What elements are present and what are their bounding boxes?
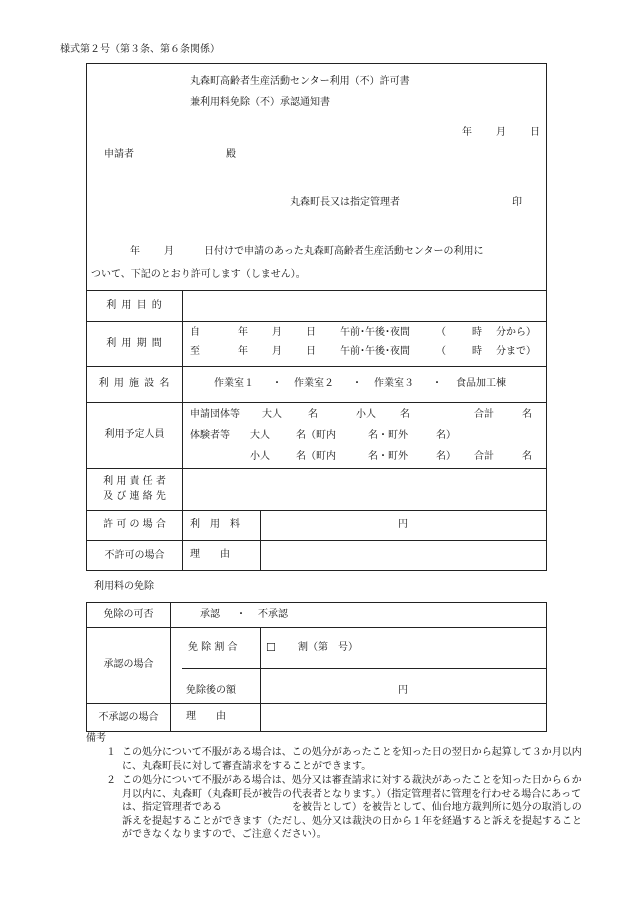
period-to-open: （ [436,346,446,357]
manager-label-line-1: 利 用 責 任 者 [103,476,166,487]
label-column-divider [182,290,183,571]
facility-room-2[interactable]: 作業室２ [294,378,334,389]
body-line-1: 日付けで申請のあった丸森町高齢者生産活動センターの利用に [204,246,484,257]
form-title-2: 兼利用料免除（不）承認通知書 [190,97,330,108]
approval-separator: ・ [236,609,246,620]
period-from-prefix: 自 [190,327,200,338]
deny-reason-label: 理 由 [190,549,230,560]
people-group-child: 小人 [356,409,376,420]
period-to-prefix: 至 [190,346,200,357]
date-year: 年 [462,127,472,138]
people-group-adult-unit: 名 [308,409,318,420]
after-exemption-unit: 円 [398,685,408,696]
permit-fee-unit: 円 [398,519,408,530]
people-exp-child-out: 名・町外 [368,451,408,462]
period-to-time: 午前･午後･夜間 [340,346,410,357]
period-to-min: 分まで） [496,346,536,357]
facility-separator: ・ [352,378,362,389]
period-from-month: 月 [272,327,282,338]
approval-option-approve[interactable]: 承認 [200,609,220,620]
manager-label [87,469,182,510]
rejected-case-label: 不承認の場合 [98,711,159,723]
facility-separator: ・ [272,378,282,389]
applicant-label: 申請者 [104,149,134,160]
fee-exemption-title: 利用料の免除 [94,581,154,592]
people-exp-adult-close: 名） [436,430,456,441]
label-column-divider [170,602,171,732]
period-from-open: （ [436,327,446,338]
remark-text: この処分について不服がある場合は、処分又は審査請求に対する裁決があったことを知った日から６か月以内に、丸森町（丸森町長が被告の代表者となります。）（指定管理者に管理を行わせる場合にあっては、指定管理者である を被告として）を被告として、仙台地方裁判所に処分の取消しの訴えを提起することができます（ただし、処分又は裁決の日から１年を経過すると訴えを提起することができなくなりますので、ご注意ください）。 [122,775,582,840]
date-month: 月 [496,127,506,138]
checkbox-icon[interactable]: ☐ [266,641,276,654]
exemption-rate-label: 免 除 割 合 [188,642,238,653]
body-year: 年 [130,246,140,257]
people-exp-label: 体験者等 [190,430,230,441]
manager-contact-field[interactable] [184,470,544,508]
approval-label: 免除の可否 [103,608,154,620]
remarks-list [94,746,590,843]
people-group-total-unit: 名 [522,409,532,420]
sub-column-divider [260,510,261,571]
purpose-field[interactable] [184,292,544,320]
form-number: 様式第２号（第３条、第６条関係） [60,44,220,55]
remark-item [94,774,590,842]
people-exp-child-close: 名） [436,451,456,462]
period-to-hour: 時 [472,346,482,357]
people-group-adult: 大人 [262,409,282,420]
after-exemption-label: 免除後の額 [186,685,236,696]
remark-number: ２ [106,775,116,786]
period-to-month: 月 [272,346,282,357]
period-to-day: 日 [306,346,316,357]
people-exp-total: 合計 [474,451,494,462]
issuer-label: 丸森町長又は指定管理者 [290,197,400,208]
facility-separator: ・ [432,378,442,389]
people-group-total: 合計 [474,409,494,420]
people-group-child-unit: 名 [400,409,410,420]
exemption-rate-text: 割（第 号） [298,642,358,653]
row-divider [182,668,547,669]
period-to-year: 年 [238,346,248,357]
people-label: 利用予定人員 [104,429,165,441]
people-exp-child-in: 名（町内 [296,451,336,462]
approved-case-label: 承認の場合 [103,659,154,671]
date-day: 日 [530,127,540,138]
facility-room-3[interactable]: 作業室３ [374,378,414,389]
people-exp-adult-in: 名（町内 [296,430,336,441]
permit-fee-label: 利 用 料 [190,519,240,530]
permit-label: 許 可 の 場 合 [103,519,166,531]
people-exp-total-unit: 名 [522,451,532,462]
remark-item [94,746,590,773]
remark-text: この処分について不服がある場合は、この処分があったことを知った日の翌日から起算して３か月以内に、丸森町長に対して審査請求をすることができます。 [122,747,582,772]
period-from-hour: 時 [472,327,482,338]
facility-room-1[interactable]: 作業室１ [214,378,254,389]
body-month: 月 [164,246,174,257]
period-from-year: 年 [238,327,248,338]
approval-option-reject[interactable]: 不承認 [258,609,288,620]
rejected-reason-label: 理 由 [186,711,226,722]
remark-number: １ [106,747,116,758]
period-from-time: 午前･午後･夜間 [340,327,410,338]
facility-label: 利 用 施 設 名 [98,378,171,390]
people-exp-child: 小人 [250,451,270,462]
period-label: 利 用 期 間 [106,337,163,349]
form-title-1: 丸森町高齢者生産活動センター利用（不）許可書 [190,76,410,87]
sub-column-divider [260,627,261,732]
remarks-title: 備考 [86,733,106,744]
facility-room-4[interactable]: 食品加工棟 [456,378,506,389]
deny-label: 不許可の場合 [104,549,165,561]
people-group-label: 申請団体等 [190,409,240,420]
period-from-min: 分から） [496,327,536,338]
body-line-2: ついて、下記のとおり許可します（しません）。 [91,269,306,280]
people-exp-adult-out: 名・町外 [368,430,408,441]
people-exp-adult: 大人 [250,430,270,441]
purpose-label: 利 用 目 的 [106,299,163,311]
manager-label-line-2: 及 び 連 絡 先 [103,490,166,502]
period-from-day: 日 [306,327,316,338]
seal-mark: 印 [512,197,522,208]
applicant-honorific: 殿 [226,149,236,160]
